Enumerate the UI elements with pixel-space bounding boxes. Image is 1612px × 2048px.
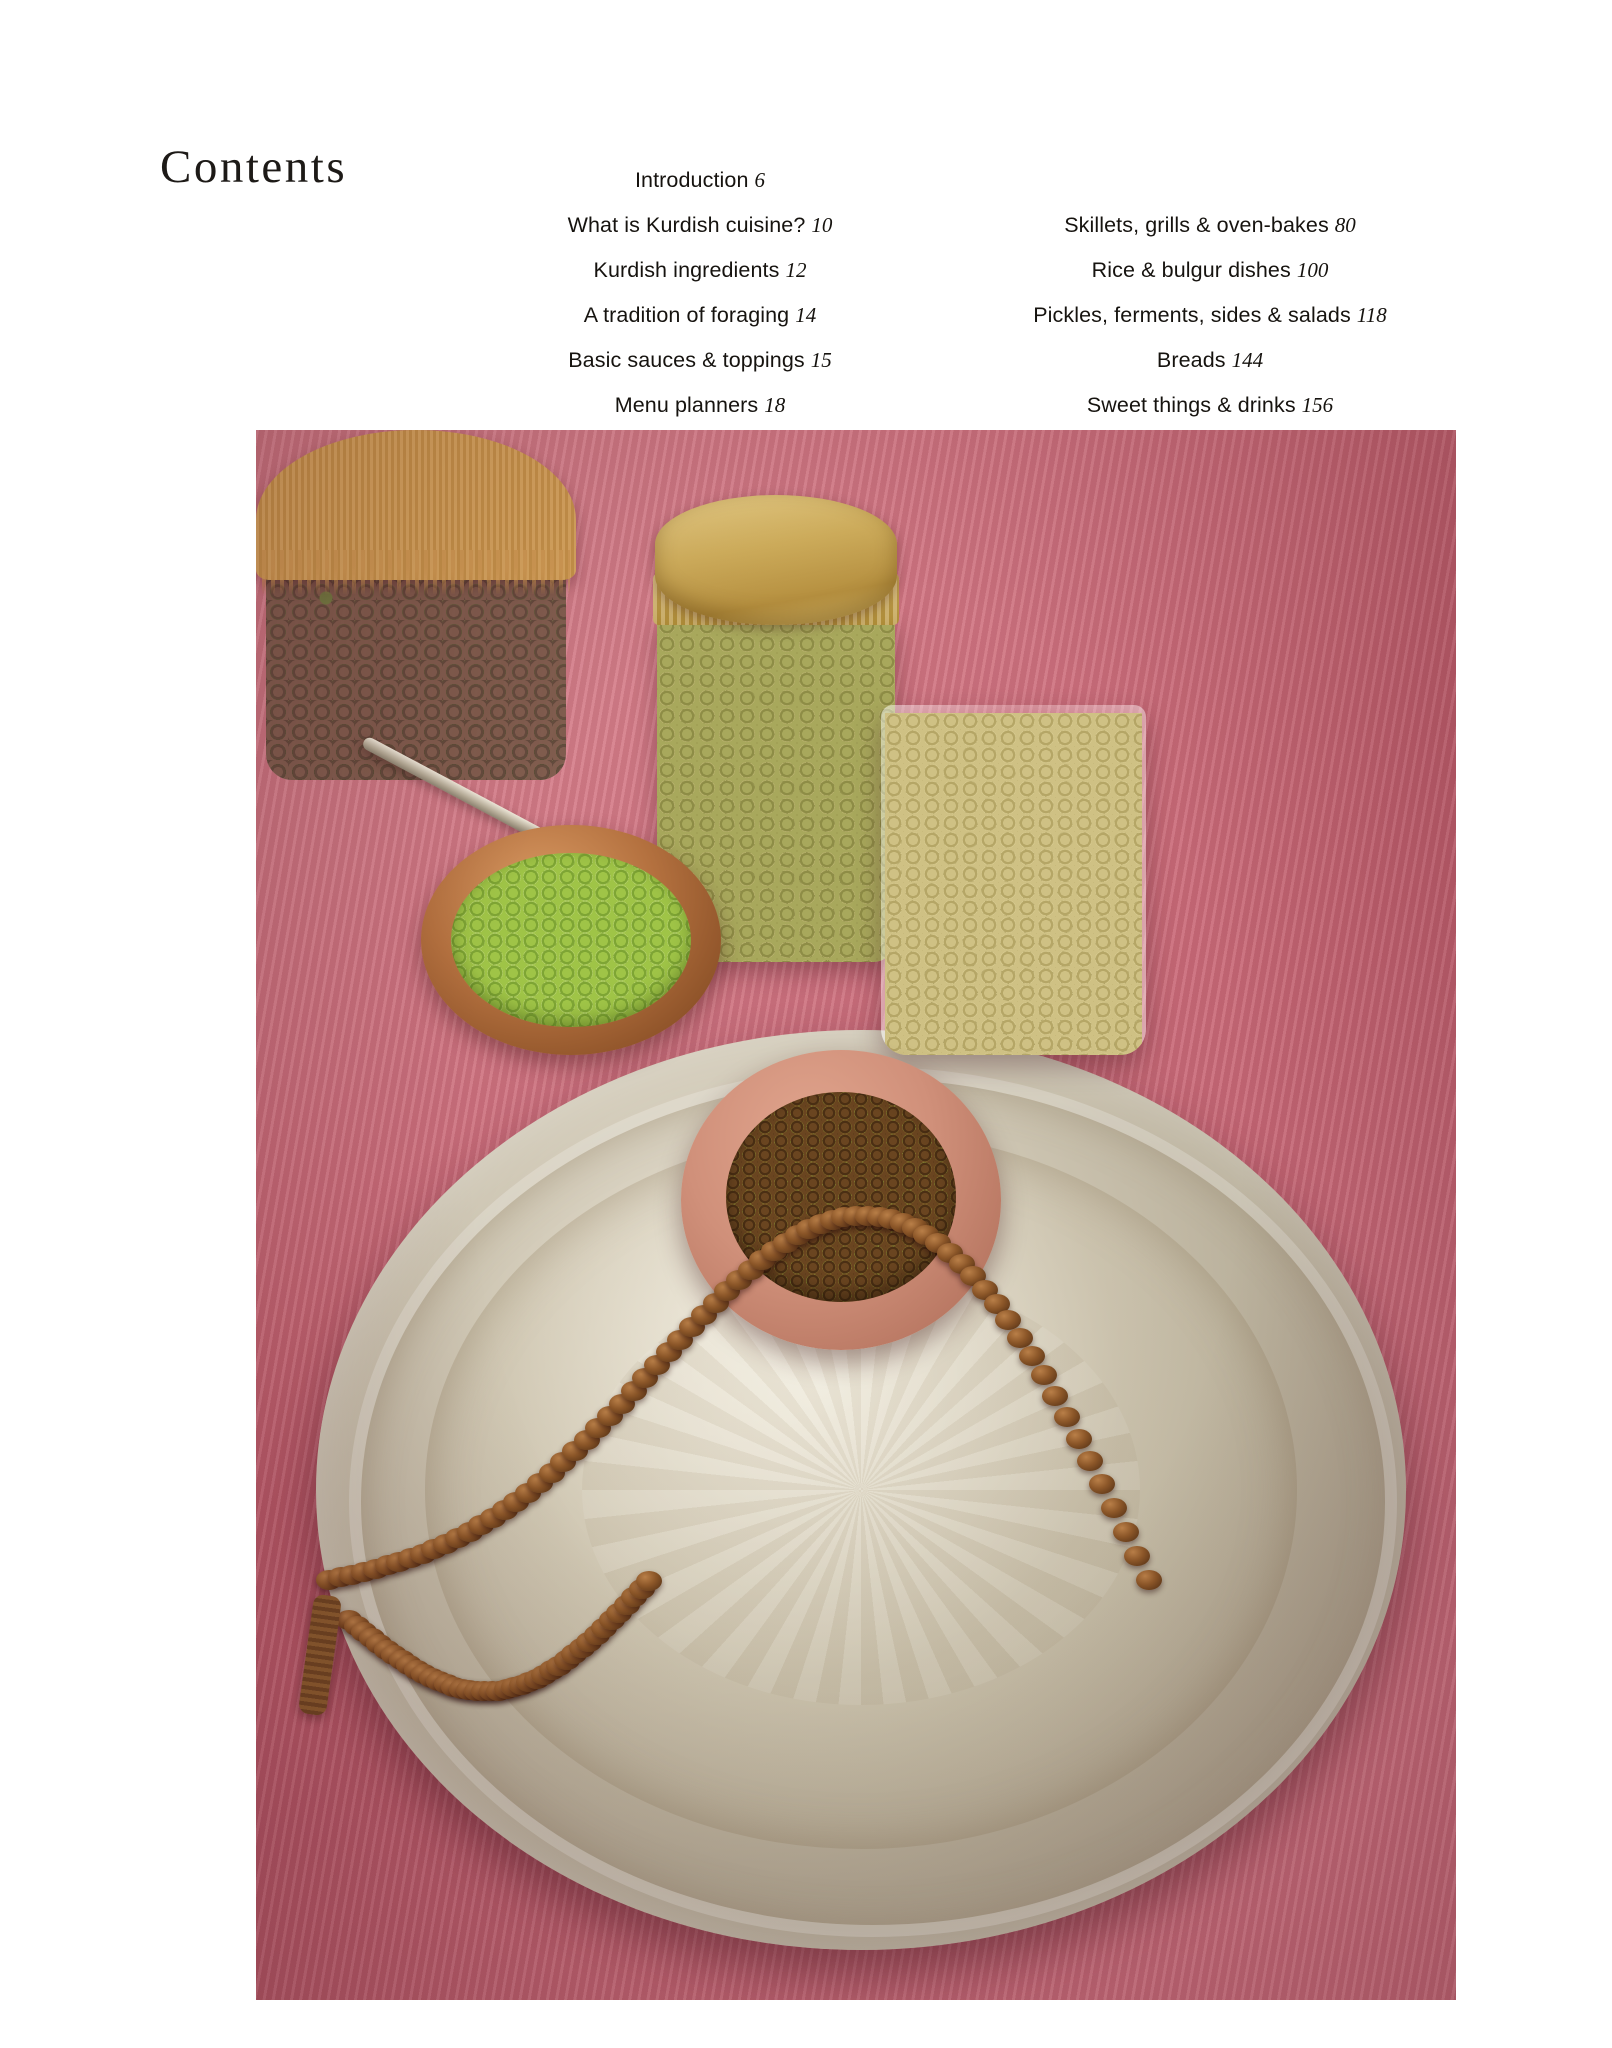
toc-entry-page: 156 (1301, 393, 1334, 417)
photo-vignette (256, 430, 1456, 2000)
toc-entry-page: 10 (811, 213, 833, 237)
toc-entry-page: 144 (1231, 348, 1264, 372)
contents-photograph (256, 430, 1456, 2000)
toc-entry[interactable] (1092, 248, 1329, 293)
toc-entry-title: Introduction (634, 168, 749, 192)
toc-entry-title: Breads (1156, 348, 1226, 372)
toc-entry-title: Sweet things & drinks (1086, 393, 1296, 417)
toc-entry-page: 80 (1334, 213, 1356, 237)
toc-entry[interactable] (568, 338, 832, 383)
toc-entry-title: Rice & bulgur dishes (1091, 258, 1291, 282)
toc-entry-title: Basic sauces & toppings (568, 348, 805, 372)
toc-entry[interactable] (1087, 383, 1333, 428)
toc-entry[interactable] (1064, 203, 1356, 248)
toc-entry-title: Skillets, grills & oven-bakes (1064, 213, 1329, 237)
toc-entry-title: Menu planners (614, 393, 759, 417)
toc-entry[interactable] (1033, 293, 1387, 338)
toc-entry[interactable] (584, 293, 817, 338)
toc-entry[interactable] (635, 158, 765, 203)
toc-entry[interactable] (594, 248, 807, 293)
toc-entry-page: 12 (785, 258, 807, 282)
toc-entry-page: 14 (795, 303, 817, 327)
toc-entry-title: Pickles, ferments, sides & salads (1033, 303, 1351, 327)
toc-entry-page: 100 (1296, 258, 1329, 282)
toc-entry[interactable] (568, 203, 833, 248)
toc-entry-page: 15 (810, 348, 832, 372)
toc-entry-title: Kurdish ingredients (593, 258, 780, 282)
page-title: Contents (160, 141, 348, 193)
toc-entry-title: A tradition of foraging (583, 303, 790, 327)
toc-entry[interactable] (1157, 338, 1263, 383)
toc-entry-page: 6 (754, 168, 766, 192)
toc-entry-title: What is Kurdish cuisine? (567, 213, 806, 237)
toc-entry-page: 18 (764, 393, 786, 417)
toc-entry-page: 118 (1356, 303, 1387, 327)
toc-entry[interactable] (615, 383, 786, 428)
